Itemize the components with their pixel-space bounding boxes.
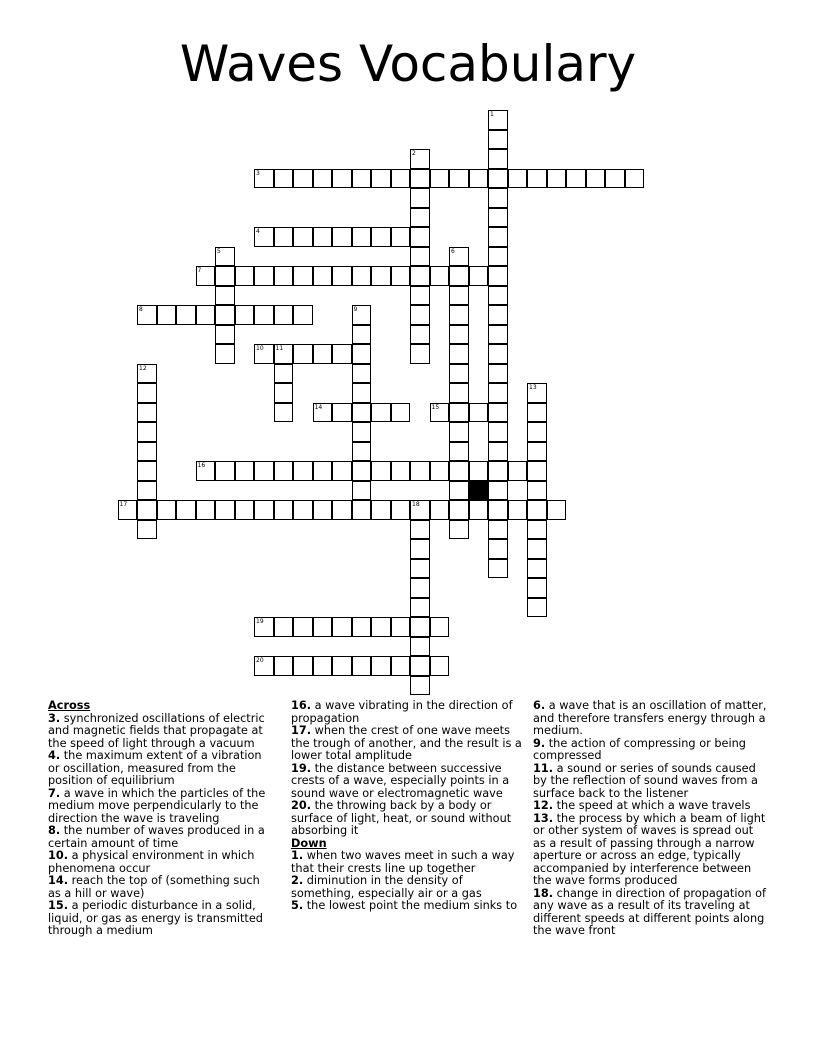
grid-cell[interactable] — [196, 266, 216, 286]
grid-cell[interactable] — [293, 500, 313, 520]
cell-number: 5 — [217, 247, 221, 255]
grid-cell[interactable] — [332, 403, 352, 423]
clue-number: 17. — [291, 724, 312, 737]
grid-cell[interactable] — [313, 500, 333, 520]
grid-cell[interactable] — [313, 344, 333, 364]
clue-text: the distance between successive crests of a wave, especially points in a sound wave or electromagnetic wave — [291, 761, 510, 800]
cell-number: 10 — [256, 345, 264, 352]
grid-cell[interactable] — [293, 656, 313, 676]
grid-cell[interactable] — [332, 266, 352, 286]
grid-cell[interactable] — [274, 403, 294, 423]
down-clue — [291, 900, 523, 913]
grid-cell[interactable] — [469, 461, 489, 481]
clue-text: a wave in which the particles of the medium move perpendicularly to the direction the wave is traveling — [48, 786, 266, 825]
grid-cell[interactable] — [488, 559, 508, 579]
grid-cell[interactable] — [254, 656, 274, 676]
clue-text: change in direction of propagation of any wave as a result of its traveling at different speeds at different points along the wave front — [533, 886, 767, 937]
grid-cell[interactable] — [332, 500, 352, 520]
clue-text: a wave vibrating in the direction of propagation — [291, 699, 513, 725]
grid-cell[interactable] — [527, 520, 547, 540]
across-clue — [291, 800, 523, 838]
grid-cell[interactable] — [410, 208, 430, 228]
clue-number: 13. — [533, 811, 554, 825]
clue-text: the number of waves produced in a certain amount of time — [48, 824, 265, 850]
clue-number: 16. — [291, 699, 312, 712]
grid-cell[interactable] — [352, 617, 372, 637]
grid-cell[interactable] — [137, 422, 157, 442]
grid-cell[interactable] — [254, 500, 274, 520]
grid-cell[interactable] — [235, 266, 255, 286]
clue-text: the throwing back by a body or surface of light, heat, or sound without absorbing it — [291, 799, 512, 837]
grid-cell[interactable] — [391, 461, 411, 481]
grid-cell[interactable] — [410, 637, 430, 657]
down-heading: Down — [291, 836, 327, 850]
grid-cell[interactable] — [371, 461, 391, 481]
clue-number: 15. — [48, 899, 69, 912]
grid-cell[interactable] — [274, 344, 294, 364]
grid-cell[interactable] — [352, 442, 372, 462]
grid-cell[interactable] — [410, 188, 430, 208]
grid-cell[interactable] — [332, 617, 352, 637]
cell-number: 13 — [529, 384, 537, 391]
across-clue — [48, 713, 276, 751]
grid-cell[interactable] — [137, 520, 157, 540]
grid-cell[interactable] — [215, 500, 235, 520]
grid-cell[interactable] — [137, 364, 157, 384]
grid-cell[interactable] — [254, 227, 274, 247]
clue-number: 20. — [291, 799, 312, 812]
grid-cell[interactable] — [430, 403, 450, 423]
grid-cell[interactable] — [527, 442, 547, 462]
grid-cell[interactable] — [527, 169, 547, 189]
grid-cell[interactable] — [118, 500, 138, 520]
grid-cell[interactable] — [371, 403, 391, 423]
grid-cell[interactable] — [410, 520, 430, 540]
clue-number: 7. — [48, 786, 61, 800]
across-clue — [291, 763, 523, 801]
grid-cell[interactable] — [488, 403, 508, 423]
grid-cell[interactable] — [488, 305, 508, 325]
grid-cell[interactable] — [527, 422, 547, 442]
grid-cell[interactable] — [488, 286, 508, 306]
clue-number: 2. — [291, 874, 304, 887]
grid-cell[interactable] — [371, 656, 391, 676]
grid-cell[interactable] — [313, 656, 333, 676]
grid-cell[interactable] — [293, 461, 313, 481]
grid-cell[interactable] — [527, 383, 547, 403]
grid-cell[interactable] — [313, 403, 333, 423]
grid-cell[interactable] — [215, 325, 235, 345]
clue-text: the process by which a beam of light or other system of waves is spread out as a result of passing through a narrow aperture or across an edge, typically accompanied by interference between the wave forms produced — [533, 811, 766, 887]
grid-cell[interactable] — [527, 403, 547, 423]
grid-cell[interactable] — [508, 500, 528, 520]
clue-number: 9. — [533, 736, 546, 750]
grid-cell[interactable] — [449, 247, 469, 267]
grid-cell[interactable] — [137, 461, 157, 481]
grid-cell[interactable] — [215, 247, 235, 267]
cell-number: 4 — [256, 228, 260, 235]
down-clue — [291, 875, 523, 900]
grid-cell[interactable] — [449, 442, 469, 462]
grid-cell[interactable] — [410, 539, 430, 559]
grid-cell[interactable] — [430, 461, 450, 481]
clue-column-3 — [533, 700, 769, 938]
black-square — [469, 481, 489, 501]
clue-text: when the crest of one wave meets the trough of another, and the result is a lower total amplitude — [291, 724, 522, 762]
grid-cell[interactable] — [254, 305, 274, 325]
grid-cell[interactable] — [332, 656, 352, 676]
grid-cell[interactable] — [352, 383, 372, 403]
clue-number: 1. — [291, 849, 304, 862]
grid-cell[interactable] — [352, 169, 372, 189]
grid-cell[interactable] — [352, 227, 372, 247]
grid-cell[interactable] — [449, 422, 469, 442]
clue-text: a wave that is an oscillation of matter, and therefore transfers energy through a medium. — [533, 699, 767, 737]
grid-cell[interactable] — [527, 559, 547, 579]
clue-number: 4. — [48, 749, 61, 762]
grid-cell[interactable] — [176, 305, 196, 325]
grid-cell[interactable] — [527, 598, 547, 618]
grid-cell[interactable] — [391, 227, 411, 247]
grid-cell[interactable] — [352, 422, 372, 442]
grid-cell[interactable] — [137, 403, 157, 423]
grid-cell[interactable] — [235, 305, 255, 325]
grid-cell[interactable] — [274, 500, 294, 520]
grid-cell[interactable] — [410, 325, 430, 345]
grid-cell[interactable] — [313, 461, 333, 481]
grid-cell[interactable] — [410, 149, 430, 169]
grid-cell[interactable] — [488, 266, 508, 286]
cell-number: 3 — [256, 169, 260, 177]
grid-cell[interactable] — [449, 364, 469, 384]
grid-cell[interactable] — [527, 481, 547, 501]
grid-cell[interactable] — [137, 481, 157, 501]
down-clue — [533, 738, 769, 763]
down-clue — [533, 763, 769, 801]
grid-cell[interactable] — [352, 266, 372, 286]
clue-text: reach the top of (something such as a hill or wave) — [48, 874, 260, 900]
grid-cell[interactable] — [410, 598, 430, 618]
grid-cell[interactable] — [371, 169, 391, 189]
grid-cell[interactable] — [410, 247, 430, 267]
grid-cell[interactable] — [215, 286, 235, 306]
cell-number: 14 — [314, 403, 323, 411]
clue-column-1 — [48, 700, 276, 938]
grid-cell[interactable] — [449, 169, 469, 189]
grid-cell[interactable] — [215, 344, 235, 364]
grid-cell[interactable] — [371, 500, 391, 520]
clue-text: the action of compressing or being compressed — [533, 736, 746, 762]
cell-number: 12 — [139, 364, 147, 372]
clue-number: 6. — [533, 699, 546, 712]
clue-text: the lowest point the medium sinks to — [303, 899, 518, 912]
cell-number: 9 — [353, 306, 358, 313]
grid-cell[interactable] — [508, 461, 528, 481]
grid-cell[interactable] — [137, 442, 157, 462]
clue-number: 8. — [48, 824, 61, 837]
grid-cell[interactable] — [625, 169, 645, 189]
puzzle-title: Waves Vocabulary — [179, 35, 637, 93]
grid-cell[interactable] — [488, 442, 508, 462]
grid-cell[interactable] — [605, 169, 625, 189]
cell-number: 19 — [256, 618, 264, 625]
grid-cell[interactable] — [293, 266, 313, 286]
grid-cell[interactable] — [391, 656, 411, 676]
grid-cell[interactable] — [449, 305, 469, 325]
grid-cell[interactable] — [488, 227, 508, 247]
grid-cell[interactable] — [274, 305, 294, 325]
grid-cell[interactable] — [254, 266, 274, 286]
grid-cell[interactable] — [449, 481, 469, 501]
grid-cell[interactable] — [196, 500, 216, 520]
grid-cell[interactable] — [449, 500, 469, 520]
grid-cell[interactable] — [488, 520, 508, 540]
grid-cell[interactable] — [469, 169, 489, 189]
grid-cell[interactable] — [488, 325, 508, 345]
grid-cell[interactable] — [488, 169, 508, 189]
grid-cell[interactable] — [410, 617, 430, 637]
grid-cell[interactable] — [352, 500, 372, 520]
grid-cell[interactable] — [488, 130, 508, 150]
grid-cell[interactable] — [469, 500, 489, 520]
grid-cell[interactable] — [488, 247, 508, 267]
grid-cell[interactable] — [410, 656, 430, 676]
across-clue — [48, 825, 276, 850]
grid-cell[interactable] — [293, 169, 313, 189]
grid-cell[interactable] — [488, 364, 508, 384]
grid-cell[interactable] — [215, 461, 235, 481]
grid-cell[interactable] — [274, 364, 294, 384]
grid-cell[interactable] — [488, 344, 508, 364]
grid-cell[interactable] — [527, 539, 547, 559]
grid-cell[interactable] — [215, 305, 235, 325]
clue-text: synchronized oscillations of electric and magnetic fields that propagate at the speed of light through a vacuum — [48, 711, 265, 750]
grid-cell[interactable] — [332, 344, 352, 364]
grid-cell[interactable] — [274, 383, 294, 403]
grid-cell[interactable] — [254, 169, 274, 189]
grid-cell[interactable] — [430, 656, 450, 676]
grid-cell[interactable] — [547, 169, 567, 189]
grid-cell[interactable] — [254, 461, 274, 481]
grid-cell[interactable] — [391, 617, 411, 637]
grid-cell[interactable] — [352, 481, 372, 501]
grid-cell[interactable] — [449, 325, 469, 345]
grid-cell[interactable] — [235, 500, 255, 520]
grid-cell[interactable] — [196, 305, 216, 325]
grid-cell[interactable] — [488, 149, 508, 169]
grid-cell[interactable] — [391, 266, 411, 286]
grid-cell[interactable] — [352, 403, 372, 423]
grid-cell[interactable] — [430, 617, 450, 637]
grid-cell[interactable] — [274, 656, 294, 676]
cell-number: 1 — [490, 111, 494, 118]
across-clue — [48, 750, 276, 788]
grid-cell[interactable] — [430, 500, 450, 520]
grid-cell[interactable] — [274, 266, 294, 286]
clue-text: a periodic disturbance in a solid, liquid, or gas as energy is transmitted through a medium — [48, 899, 263, 937]
grid-cell[interactable] — [371, 617, 391, 637]
grid-cell[interactable] — [449, 266, 469, 286]
grid-cell[interactable] — [352, 364, 372, 384]
grid-cell[interactable] — [410, 676, 430, 696]
grid-cell[interactable] — [488, 481, 508, 501]
grid-cell[interactable] — [391, 500, 411, 520]
grid-cell[interactable] — [332, 169, 352, 189]
grid-cell[interactable] — [410, 578, 430, 598]
across-clue — [48, 850, 276, 875]
down-clue — [533, 813, 769, 888]
grid-cell[interactable] — [371, 266, 391, 286]
cell-number: 18 — [412, 501, 420, 508]
grid-cell[interactable] — [449, 461, 469, 481]
clue-column-2 — [291, 700, 523, 913]
grid-cell[interactable] — [488, 500, 508, 520]
grid-cell[interactable] — [274, 617, 294, 637]
down-clue — [533, 700, 769, 738]
grid-cell[interactable] — [488, 188, 508, 208]
cell-number: 11 — [275, 345, 284, 352]
cell-number: 8 — [139, 306, 143, 313]
grid-cell[interactable] — [449, 383, 469, 403]
cell-number: 15 — [431, 403, 440, 411]
grid-cell[interactable] — [157, 500, 177, 520]
grid-cell[interactable] — [410, 227, 430, 247]
grid-cell[interactable] — [410, 344, 430, 364]
grid-cell[interactable] — [449, 344, 469, 364]
grid-cell[interactable] — [430, 266, 450, 286]
across-clue — [291, 725, 523, 763]
grid-cell[interactable] — [410, 286, 430, 306]
grid-cell[interactable] — [254, 344, 274, 364]
grid-cell[interactable] — [254, 617, 274, 637]
grid-cell[interactable] — [527, 578, 547, 598]
grid-cell[interactable] — [352, 325, 372, 345]
across-heading: Across — [48, 699, 91, 712]
grid-cell[interactable] — [410, 461, 430, 481]
grid-cell[interactable] — [235, 461, 255, 481]
grid-cell[interactable] — [391, 403, 411, 423]
grid-cell[interactable] — [449, 403, 469, 423]
clue-text: diminution in the density of something, especially air or a gas — [291, 874, 482, 900]
clue-number: 10. — [48, 849, 69, 862]
down-clue — [291, 850, 523, 875]
grid-cell[interactable] — [293, 344, 313, 364]
grid-cell[interactable] — [488, 422, 508, 442]
across-clue — [48, 875, 276, 900]
grid-cell[interactable] — [449, 286, 469, 306]
grid-cell[interactable] — [527, 500, 547, 520]
grid-cell[interactable] — [352, 461, 372, 481]
grid-cell[interactable] — [215, 266, 235, 286]
clue-number: 11. — [533, 761, 554, 775]
grid-cell[interactable] — [488, 110, 508, 130]
grid-cell[interactable] — [137, 383, 157, 403]
clue-number: 3. — [48, 711, 61, 725]
grid-cell[interactable] — [293, 617, 313, 637]
cell-number: 7 — [197, 267, 202, 274]
grid-cell[interactable] — [430, 169, 450, 189]
grid-cell[interactable] — [313, 266, 333, 286]
grid-cell[interactable] — [371, 227, 391, 247]
cell-number: 20 — [256, 657, 264, 664]
grid-cell[interactable] — [352, 656, 372, 676]
clue-number: 19. — [291, 761, 312, 775]
cell-number: 17 — [119, 501, 128, 508]
grid-cell[interactable] — [566, 169, 586, 189]
grid-cell[interactable] — [137, 305, 157, 325]
grid-cell[interactable] — [410, 169, 430, 189]
grid-cell[interactable] — [352, 305, 372, 325]
grid-cell[interactable] — [352, 344, 372, 364]
clue-text: the maximum extent of a vibration or oscillation, measured from the position of equilibrium — [48, 749, 262, 787]
grid-cell[interactable] — [137, 500, 157, 520]
clue-number: 5. — [291, 899, 304, 912]
grid-cell[interactable] — [293, 305, 313, 325]
clue-text: when two waves meet in such a way that their crests line up together — [291, 849, 515, 875]
grid-cell[interactable] — [410, 500, 430, 520]
grid-cell[interactable] — [274, 227, 294, 247]
across-clue — [48, 900, 276, 938]
down-clue — [533, 888, 769, 938]
grid-cell[interactable] — [488, 539, 508, 559]
clue-number: 12. — [533, 799, 554, 812]
grid-cell[interactable] — [488, 461, 508, 481]
grid-cell[interactable] — [196, 461, 216, 481]
grid-cell[interactable] — [469, 266, 489, 286]
grid-cell[interactable] — [313, 169, 333, 189]
cell-number: 2 — [412, 150, 416, 157]
grid-cell[interactable] — [332, 227, 352, 247]
grid-cell[interactable] — [410, 305, 430, 325]
grid-cell[interactable] — [313, 227, 333, 247]
grid-cell[interactable] — [449, 520, 469, 540]
clue-text: a physical environment in which phenomena occur — [48, 849, 255, 875]
grid-cell[interactable] — [293, 227, 313, 247]
grid-cell[interactable] — [410, 559, 430, 579]
grid-cell[interactable] — [157, 305, 177, 325]
grid-cell[interactable] — [313, 617, 333, 637]
grid-cell[interactable] — [469, 403, 489, 423]
clue-text: a sound or series of sounds caused by the reflection of sound waves from a surface back to the listener — [533, 761, 758, 800]
grid-cell[interactable] — [410, 266, 430, 286]
grid-cell[interactable] — [508, 169, 528, 189]
across-clue — [291, 700, 523, 725]
grid-cell[interactable] — [391, 169, 411, 189]
cell-number: 6 — [451, 247, 455, 255]
grid-cell[interactable] — [176, 500, 196, 520]
grid-cell[interactable] — [274, 461, 294, 481]
clue-number: 14. — [48, 874, 69, 887]
grid-cell[interactable] — [488, 208, 508, 228]
grid-cell[interactable] — [274, 169, 294, 189]
grid-cell[interactable] — [332, 461, 352, 481]
grid-cell[interactable] — [488, 383, 508, 403]
cell-number: 16 — [197, 462, 206, 469]
grid-cell[interactable] — [547, 500, 567, 520]
clue-text: the speed at which a wave travels — [553, 799, 751, 812]
clue-number: 18. — [533, 886, 554, 900]
grid-cell[interactable] — [527, 461, 547, 481]
across-clue — [48, 788, 276, 826]
grid-cell[interactable] — [586, 169, 606, 189]
